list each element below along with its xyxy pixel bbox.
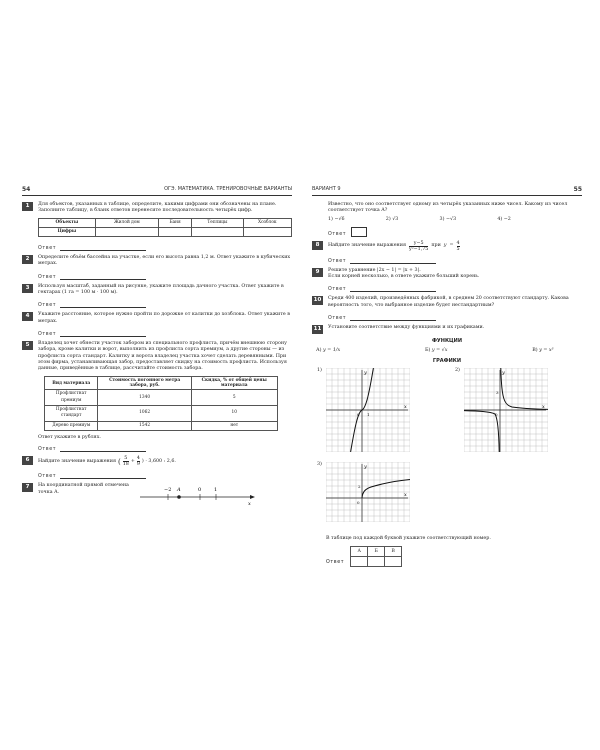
origin-label: 0 xyxy=(357,412,360,418)
option-letter: Б) xyxy=(424,348,431,354)
answer-line xyxy=(38,301,292,308)
task-text: Известно, что оно соответствует одному из четырёх указанных ниже чисел. Какому из чисел соответствует точка A? xyxy=(328,202,568,214)
graph-1 xyxy=(317,368,410,456)
table-row-label: Цифры xyxy=(39,227,96,236)
task-1 xyxy=(22,202,292,239)
task-number: 4 xyxy=(22,312,33,321)
answer-label: Ответ xyxy=(38,274,57,280)
task-number: 9 xyxy=(312,268,323,277)
function-formula: y = x³ xyxy=(539,348,554,354)
answer-label: Ответ xyxy=(328,316,347,322)
fraction-numerator: 4 xyxy=(136,456,140,462)
table-cell: 5 xyxy=(191,390,277,406)
origin-label: 0 xyxy=(357,500,360,506)
column-letter: Б xyxy=(368,547,385,557)
table-cell: нет xyxy=(191,421,277,430)
task-text: Используя масштаб, заданный на рисунке, укажите площадь дачного участка. Ответ укажите в гектарах (1 га = 100 м · 100 м). xyxy=(38,283,284,296)
table-cell: 1340 xyxy=(98,390,191,406)
functions-row xyxy=(316,348,554,354)
table-header: Жилой дом xyxy=(95,218,158,227)
task-text-after: ) · 3,600 : 2,6. xyxy=(141,458,176,464)
axis-label: y xyxy=(364,370,367,377)
origin-label: 0 xyxy=(495,412,498,418)
graph-label: 1) xyxy=(317,368,322,374)
axis-label: y xyxy=(502,370,505,377)
answer-cell[interactable] xyxy=(95,227,158,236)
task-4 xyxy=(22,312,292,325)
point-label: A xyxy=(177,487,181,494)
answer-field[interactable] xyxy=(350,285,436,292)
answer-line xyxy=(38,244,292,251)
table-cell: Профлистнат стандарт xyxy=(45,406,98,422)
objects-table xyxy=(38,218,292,238)
answer-line xyxy=(38,330,292,337)
graph-3 xyxy=(317,462,410,526)
task-text: Если корней несколько, в ответе укажите больший корень. xyxy=(328,274,480,280)
table-row xyxy=(45,406,278,422)
task-10 xyxy=(312,296,582,309)
fraction-denominator: y²−1,75 xyxy=(408,246,429,252)
table-note: В таблице под каждой буквой укажите соответствующий номер. xyxy=(326,536,491,542)
task-6 xyxy=(22,456,292,467)
tick-label: 1 xyxy=(214,487,218,494)
page-number: 54 xyxy=(22,186,31,193)
answer-label: Ответ xyxy=(326,560,345,566)
task-text: Укажите расстояние, которое нужно пройти по дорожке от калитки до хозблока. Ответ укажите в метрах. xyxy=(38,312,290,324)
function-option xyxy=(532,348,553,354)
task-9 xyxy=(312,268,582,281)
answer-field[interactable] xyxy=(60,445,146,452)
answer-line xyxy=(328,257,582,264)
option: 3) −√3 xyxy=(439,216,457,222)
answer-label: Ответ xyxy=(328,231,347,237)
task-text: Для объектов, указанных в таблице, определите, какими цифрами они обозначены на плане. Заполните таблицу, в бланк ответов перенесите последовательность четырёх цифр. xyxy=(38,202,277,214)
task-2 xyxy=(22,255,292,268)
task-text: Владелец хочет обнести участок забором из специального профлиста, причём внешнюю сторону забора, кроме калитки и ворот, выполнить из профлиста сорта премиум, а другие стороны — из профлиста сорта стандарт. Калитку и ворота владелец участка хочет сделать деревянными. При этом фирма, устанавливающая забор, предоставляет скидку на стоимость профлиста. Используя данные, приведённые в таблице, рассчитайте стоимость забора. xyxy=(38,340,287,372)
fraction-denominator: 9 xyxy=(136,462,140,468)
running-head: ОГЭ. МАТЕМАТИКА. ТРЕНИРОВОЧНЫЕ ВАРИАНТЫ xyxy=(164,186,292,192)
answer-field[interactable] xyxy=(350,257,436,264)
answer-label: Ответ xyxy=(328,258,347,264)
task-8 xyxy=(312,241,582,252)
answer-table-row xyxy=(326,546,402,567)
graph-label: 2) xyxy=(455,368,460,374)
answer-field[interactable] xyxy=(60,301,146,308)
abc-answer-table xyxy=(350,546,402,567)
task-number: 5 xyxy=(22,341,33,350)
answer-cell[interactable] xyxy=(385,557,402,567)
task-number: 10 xyxy=(313,297,322,304)
graph-3-plot xyxy=(326,462,410,522)
answer-line xyxy=(328,285,582,292)
table-header: Баня xyxy=(158,218,191,227)
right-page-header xyxy=(312,186,582,196)
graph-1-plot xyxy=(326,368,410,452)
task-text: Среди 400 изделий, произведённых фабрикой, в среднем 20 соответствуют стандарту. Какова вероятность того, что выбранное изделие будет нестандартным? xyxy=(328,296,569,308)
task-11 xyxy=(312,325,582,334)
paren-open: ( xyxy=(117,457,121,466)
variable: y xyxy=(443,243,447,249)
function-formula: y = √x xyxy=(431,348,448,354)
answer-label: Ответ xyxy=(38,474,57,480)
table-cell: Дерево премиум xyxy=(45,421,98,430)
answer-line xyxy=(328,314,582,321)
table-header: Вид материала xyxy=(45,377,98,390)
fraction xyxy=(457,241,460,252)
option-letter: А) xyxy=(316,348,322,354)
answer-label: Ответ xyxy=(38,447,57,453)
graph-2 xyxy=(455,368,548,456)
task-7-continuation xyxy=(328,202,582,223)
answer-cell[interactable] xyxy=(158,227,191,236)
answer-line xyxy=(38,445,292,452)
option: 2) √3 xyxy=(385,216,399,222)
table-cell: 10 xyxy=(191,406,277,422)
table-cell: Профлистнат премиум xyxy=(45,390,98,406)
fraction-denominator: 18 xyxy=(122,462,129,468)
answer-field[interactable] xyxy=(350,314,436,321)
task-text: Решите уравнение |2x − 1| = |x + 3|. xyxy=(328,267,421,273)
function-option xyxy=(316,348,340,354)
fraction-numerator: 4 xyxy=(456,240,460,246)
functions-heading: ФУНКЦИИ xyxy=(431,338,463,345)
task-number: 6 xyxy=(22,456,33,465)
function-formula: y = 1/x xyxy=(323,348,341,354)
table-header: Объекты xyxy=(39,218,96,227)
equals-sign: = xyxy=(449,243,454,249)
option: 1) −√6 xyxy=(328,216,345,222)
answer-label: Ответ xyxy=(38,246,57,252)
axis-label: y xyxy=(364,464,367,471)
task-number: 11 xyxy=(313,326,322,333)
fraction-denominator: 5 xyxy=(456,246,460,252)
table-header: Теплицы xyxy=(192,218,243,227)
table-row xyxy=(45,390,278,406)
options-row xyxy=(328,217,511,223)
answer-field[interactable] xyxy=(60,244,146,251)
answer-cell[interactable] xyxy=(243,227,291,236)
axis-label: x xyxy=(542,404,545,411)
fraction xyxy=(123,456,129,467)
operator: + xyxy=(130,458,135,464)
axis-label: x xyxy=(404,404,407,411)
task-text-mid: при xyxy=(431,243,441,249)
option: 4) −2 xyxy=(497,216,511,222)
fraction-numerator: y−5 xyxy=(409,241,428,247)
number-line-figure xyxy=(138,483,256,505)
answer-cell[interactable] xyxy=(351,557,368,567)
running-head: ВАРИАНТ 9 xyxy=(312,186,341,192)
answer-cell[interactable] xyxy=(368,557,385,567)
tick-label: 2 xyxy=(358,484,361,490)
answer-label: Ответ xyxy=(328,287,347,293)
arrow-head-icon xyxy=(250,495,255,499)
answer-box[interactable] xyxy=(351,227,367,237)
answer-label: Ответ xyxy=(38,331,57,337)
task-text: Определите объём бассейна на участке, если его высота равна 1,2 м. Ответ укажите в кубических метрах. xyxy=(38,255,291,267)
option-letter: В) xyxy=(532,348,538,354)
task-text: Найдите значение выражения xyxy=(38,458,116,464)
table-cell: 1062 xyxy=(98,406,191,422)
table-header: Хозблок xyxy=(243,218,291,227)
answer-line xyxy=(328,227,582,237)
task-number: 8 xyxy=(312,241,323,250)
answer-label: Ответ xyxy=(38,303,57,309)
task-number: 7 xyxy=(22,483,33,492)
right-page xyxy=(312,186,582,568)
fraction xyxy=(409,241,428,252)
answer-field[interactable] xyxy=(60,273,146,280)
fraction xyxy=(137,456,140,467)
tick-label: 0 xyxy=(198,487,202,494)
table-header: Стоимость погонного метра забора, руб. xyxy=(98,377,191,390)
tick-label: 1 xyxy=(367,412,370,418)
tick-label: −2 xyxy=(164,487,172,494)
page-number: 55 xyxy=(573,186,582,193)
table-header: Скидка, % от общей цены материала xyxy=(191,377,277,390)
task-7 xyxy=(22,483,292,505)
task-text: Установите соответствие между функциями и их графиками. xyxy=(328,325,485,331)
task-number: 3 xyxy=(22,284,33,293)
grid xyxy=(326,462,410,522)
table-cell: 1542 xyxy=(98,421,191,430)
answer-field[interactable] xyxy=(60,472,146,479)
axis-label: x xyxy=(404,492,407,499)
task-number: 1 xyxy=(22,202,33,211)
curve-hyperbola-right xyxy=(501,368,548,409)
graphs-heading: ГРАФИКИ xyxy=(432,358,462,365)
task-3 xyxy=(22,284,292,297)
fraction-numerator: 5 xyxy=(124,456,128,462)
table-row xyxy=(45,421,278,430)
materials-table xyxy=(44,376,278,430)
graph-label: 3) xyxy=(317,462,322,468)
answer-field[interactable] xyxy=(60,330,146,337)
graphs-area xyxy=(312,368,582,568)
answer-line xyxy=(38,273,292,280)
task-text: На координатной прямой отмечена точка A. xyxy=(38,483,129,495)
task-number: 2 xyxy=(22,255,33,264)
left-page xyxy=(22,186,292,510)
left-page-header xyxy=(22,186,292,196)
axis-label: x xyxy=(248,501,251,506)
tick-label: 3 xyxy=(496,390,499,396)
task-text: Найдите значение выражения xyxy=(328,243,406,249)
column-letter: А xyxy=(351,547,368,557)
answer-line xyxy=(38,472,292,479)
column-letter: В xyxy=(385,547,402,557)
answer-cell[interactable] xyxy=(192,227,243,236)
task-5 xyxy=(22,341,292,441)
function-option xyxy=(425,348,447,354)
point-a-dot xyxy=(177,495,181,499)
answer-note: Ответ укажите в рублях. xyxy=(38,434,101,440)
graph-2-plot xyxy=(464,368,548,452)
